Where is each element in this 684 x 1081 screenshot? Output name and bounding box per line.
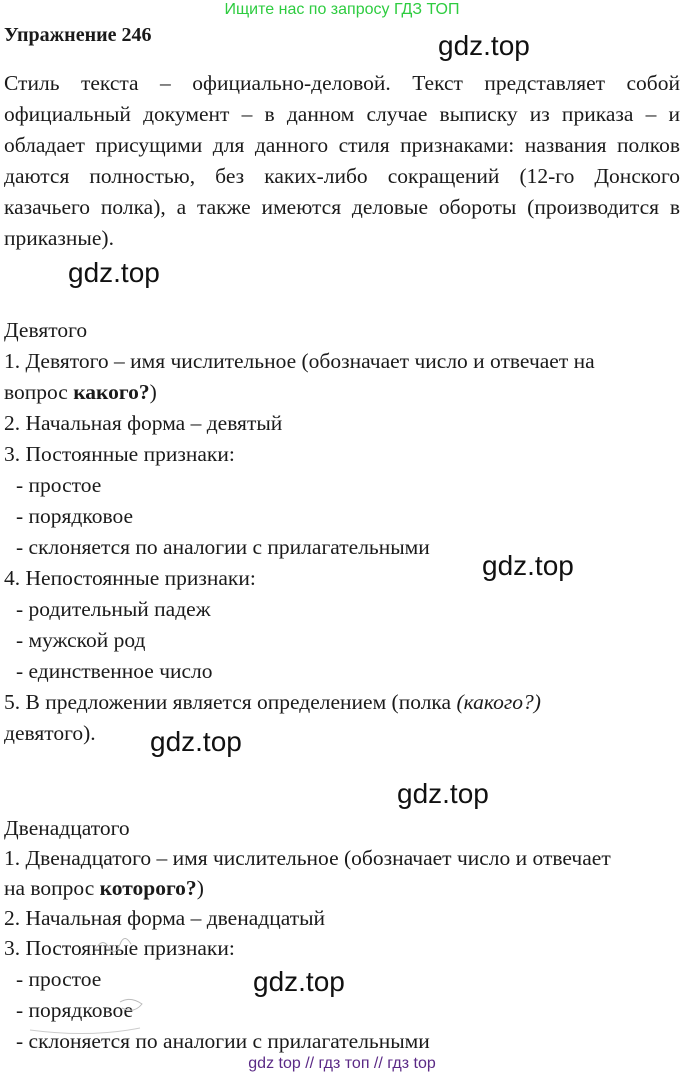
item-3: 3. Постоянные признаки: [4, 936, 235, 960]
watermark: gdz.top [253, 966, 345, 997]
item-5-line-b: девятого). [4, 721, 96, 745]
constant-feature: - склоняется по аналогии с прилагательными [16, 535, 430, 559]
text-span: вопрос [4, 380, 74, 404]
watermark: gdz.top [150, 726, 242, 757]
item-1-line-a: 1. Двенадцатого – имя числительное (обозначает число и отвечает [4, 846, 611, 870]
item-2: 2. Начальная форма – девятый [4, 411, 283, 435]
item-1-line-a: 1. Девятого – имя числительное (обозначает число и отвечает на [4, 349, 595, 373]
intro-paragraph: Стиль текста – официально-деловой. Текст представляет собой официальный документ – в данном случае выписку из приказа – и обладает присущими для данного стиля признаками: названия полков даются полностью, без каких-либо сокращений (12-го Донского казачьего полка), а также имеются деловые обороты (производится в приказные). [4, 71, 680, 250]
question-word: какого? [73, 380, 150, 404]
watermark: gdz.top [482, 550, 574, 581]
footer-links[interactable]: gdz top // гдз топ // гдз top [248, 1055, 436, 1072]
variable-feature: - единственное число [16, 659, 213, 683]
item-4: 4. Непостоянные признаки: [4, 566, 256, 590]
constant-feature: - простое [16, 967, 102, 991]
item-1-line-b [4, 377, 157, 408]
item-5-line-a [4, 687, 541, 718]
constant-feature: - порядковое [16, 998, 134, 1022]
variable-feature: - мужской род [16, 628, 146, 652]
top-banner[interactable]: Ищите нас по запросу ГДЗ ТОП [224, 1, 460, 18]
text-span: 5. В предложении является определением (полка [4, 690, 457, 714]
item-2: 2. Начальная форма – двенадцатый [4, 906, 326, 930]
constant-feature: - порядковое [16, 504, 134, 528]
watermark: gdz.top [68, 257, 160, 288]
section-heading: Девятого [4, 318, 88, 342]
question-word: которого? [99, 876, 197, 900]
text-span: ) [149, 380, 157, 404]
exercise-title: Упражнение 246 [4, 24, 152, 46]
item-3: 3. Постоянные признаки: [4, 442, 235, 466]
item-1-line-b [4, 873, 204, 904]
question-italic: (какого?) [456, 690, 541, 714]
watermark: gdz.top [397, 778, 489, 809]
section-heading: Двенадцатого [4, 816, 130, 840]
constant-feature: - склоняется по аналогии с прилагательными [16, 1029, 430, 1053]
watermark: gdz.top [438, 30, 530, 61]
constant-feature: - простое [16, 473, 102, 497]
text-span: ) [196, 876, 204, 900]
variable-feature: - родительный падеж [16, 597, 211, 621]
text-span: на вопрос [4, 876, 100, 900]
